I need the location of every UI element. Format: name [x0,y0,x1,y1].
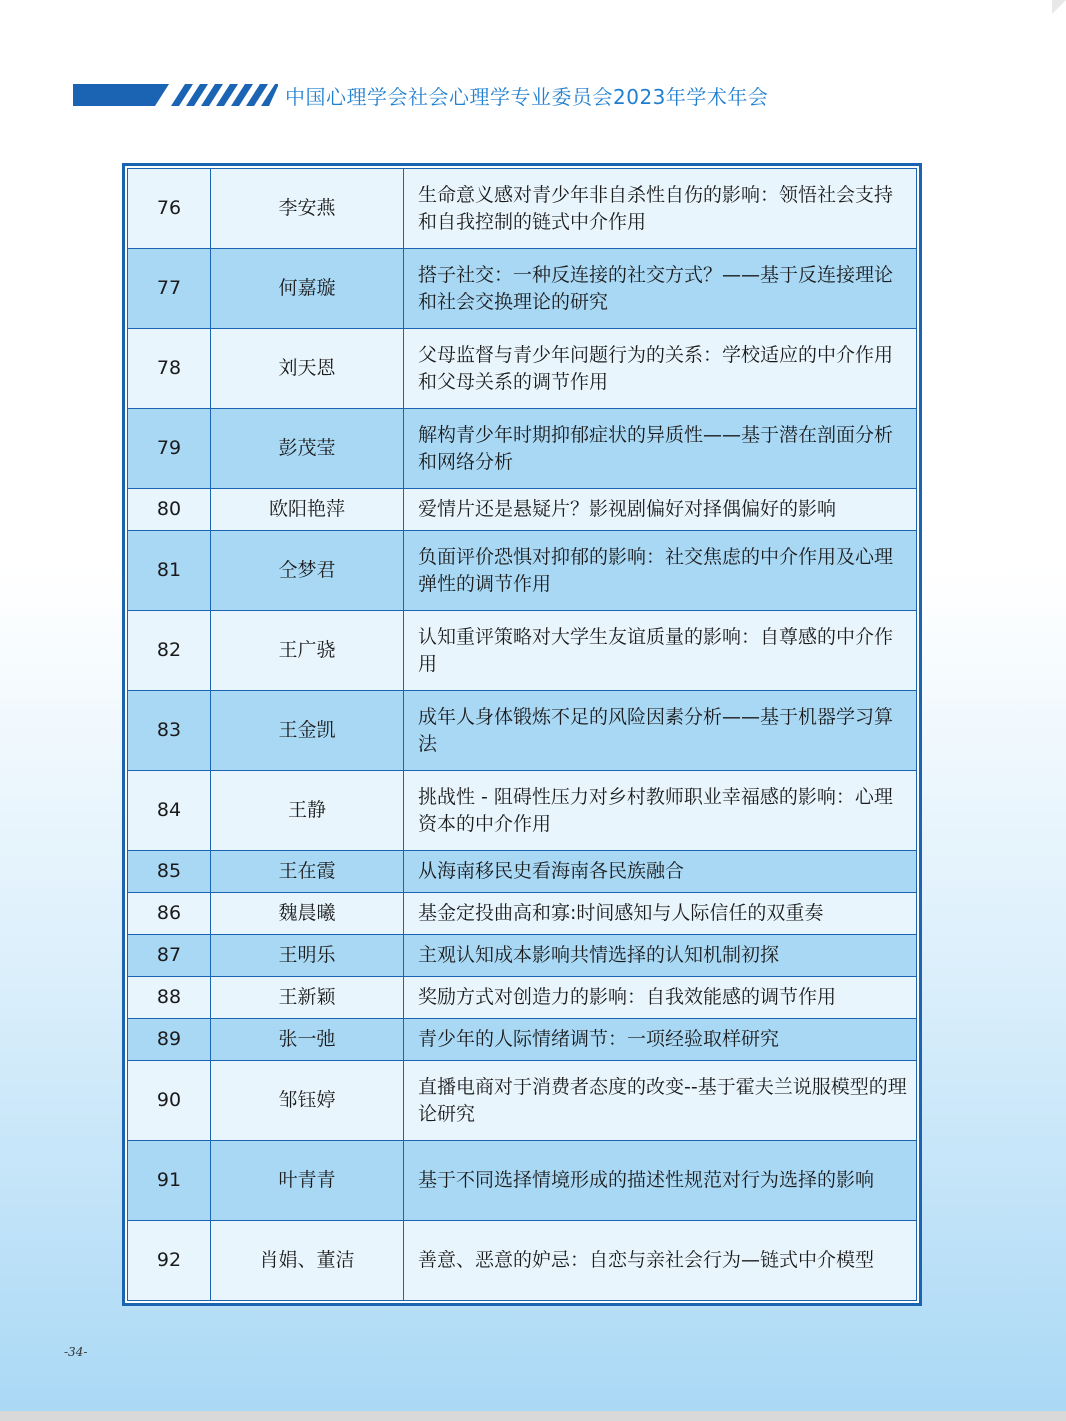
paper-title: 挑战性 - 阻碍性压力对乡村教师职业幸福感的影响：心理资本的中介作用 [404,771,917,851]
table-row [128,935,917,977]
author-name: 王明乐 [211,935,404,977]
author-name: 张一弛 [211,1019,404,1061]
presentation-table [122,163,922,1306]
row-number: 84 [128,771,211,851]
table-row [128,409,917,489]
paper-title: 直播电商对于消费者态度的改变--基于霍夫兰说服模型的理论研究 [404,1061,917,1141]
author-name: 欧阳艳萍 [211,489,404,531]
author-name: 王新颖 [211,977,404,1019]
paper-title: 负面评价恐惧对抑郁的影响：社交焦虑的中介作用及心理弹性的调节作用 [404,531,917,611]
table-row [128,531,917,611]
row-number: 78 [128,329,211,409]
row-number: 87 [128,935,211,977]
paper-title: 主观认知成本影响共情选择的认知机制初探 [404,935,917,977]
row-number: 83 [128,691,211,771]
row-number: 76 [128,169,211,249]
paper-title: 基于不同选择情境形成的描述性规范对行为选择的影响 [404,1141,917,1221]
row-number: 82 [128,611,211,691]
author-name: 魏晨曦 [211,893,404,935]
row-number: 85 [128,851,211,893]
author-name: 刘天恩 [211,329,404,409]
row-number: 79 [128,409,211,489]
paper-title: 搭子社交：一种反连接的社交方式？——基于反连接理论和社会交换理论的研究 [404,249,917,329]
table-row [128,489,917,531]
table-row [128,771,917,851]
paper-title: 解构青少年时期抑郁症状的异质性——基于潜在剖面分析和网络分析 [404,409,917,489]
paper-title: 认知重评策略对大学生友谊质量的影响：自尊感的中介作用 [404,611,917,691]
table-row [128,611,917,691]
table-row [128,169,917,249]
author-name: 王金凯 [211,691,404,771]
row-number: 90 [128,1061,211,1141]
table-row [128,851,917,893]
paper-title: 奖励方式对创造力的影响：自我效能感的调节作用 [404,977,917,1019]
author-name: 王在霞 [211,851,404,893]
author-name: 肖娟、董洁 [211,1221,404,1301]
table-row [128,1221,917,1301]
row-number: 91 [128,1141,211,1221]
table-row [128,1141,917,1221]
author-name: 王静 [211,771,404,851]
table-row [128,249,917,329]
row-number: 81 [128,531,211,611]
table-row [128,691,917,771]
row-number: 80 [128,489,211,531]
author-name: 彭茂莹 [211,409,404,489]
row-number: 77 [128,249,211,329]
table-row [128,893,917,935]
table-row [128,329,917,409]
paper-title: 爱情片还是悬疑片？影视剧偏好对择偶偏好的影响 [404,489,917,531]
row-number: 89 [128,1019,211,1061]
author-name: 何嘉璇 [211,249,404,329]
page-corner [1052,0,1066,14]
bottom-strip [0,1411,1066,1421]
header-title: 中国心理学会社会心理学专业委员会2023年学术年会 [285,85,769,109]
paper-title: 生命意义感对青少年非自杀性自伤的影响：领悟社会支持和自我控制的链式中介作用 [404,169,917,249]
paper-title: 善意、恶意的妒忌：自恋与亲社会行为—链式中介模型 [404,1221,917,1301]
row-number: 88 [128,977,211,1019]
table-row [128,977,917,1019]
table-row [128,1019,917,1061]
table-row [128,1061,917,1141]
row-number: 86 [128,893,211,935]
author-name: 王广骁 [211,611,404,691]
author-name: 邹钰婷 [211,1061,404,1141]
paper-title: 基金定投曲高和寡:时间感知与人际信任的双重奏 [404,893,917,935]
row-number: 92 [128,1221,211,1301]
paper-title: 成年人身体锻炼不足的风险因素分析——基于机器学习算法 [404,691,917,771]
paper-title: 父母监督与青少年问题行为的关系：学校适应的中介作用和父母关系的调节作用 [404,329,917,409]
author-name: 仝梦君 [211,531,404,611]
paper-title: 从海南移民史看海南各民族融合 [404,851,917,893]
author-name: 叶青青 [211,1141,404,1221]
paper-title: 青少年的人际情绪调节：一项经验取样研究 [404,1019,917,1061]
page-number: -34- [64,1345,88,1359]
author-name: 李安燕 [211,169,404,249]
header-stripe-bar [73,84,278,106]
